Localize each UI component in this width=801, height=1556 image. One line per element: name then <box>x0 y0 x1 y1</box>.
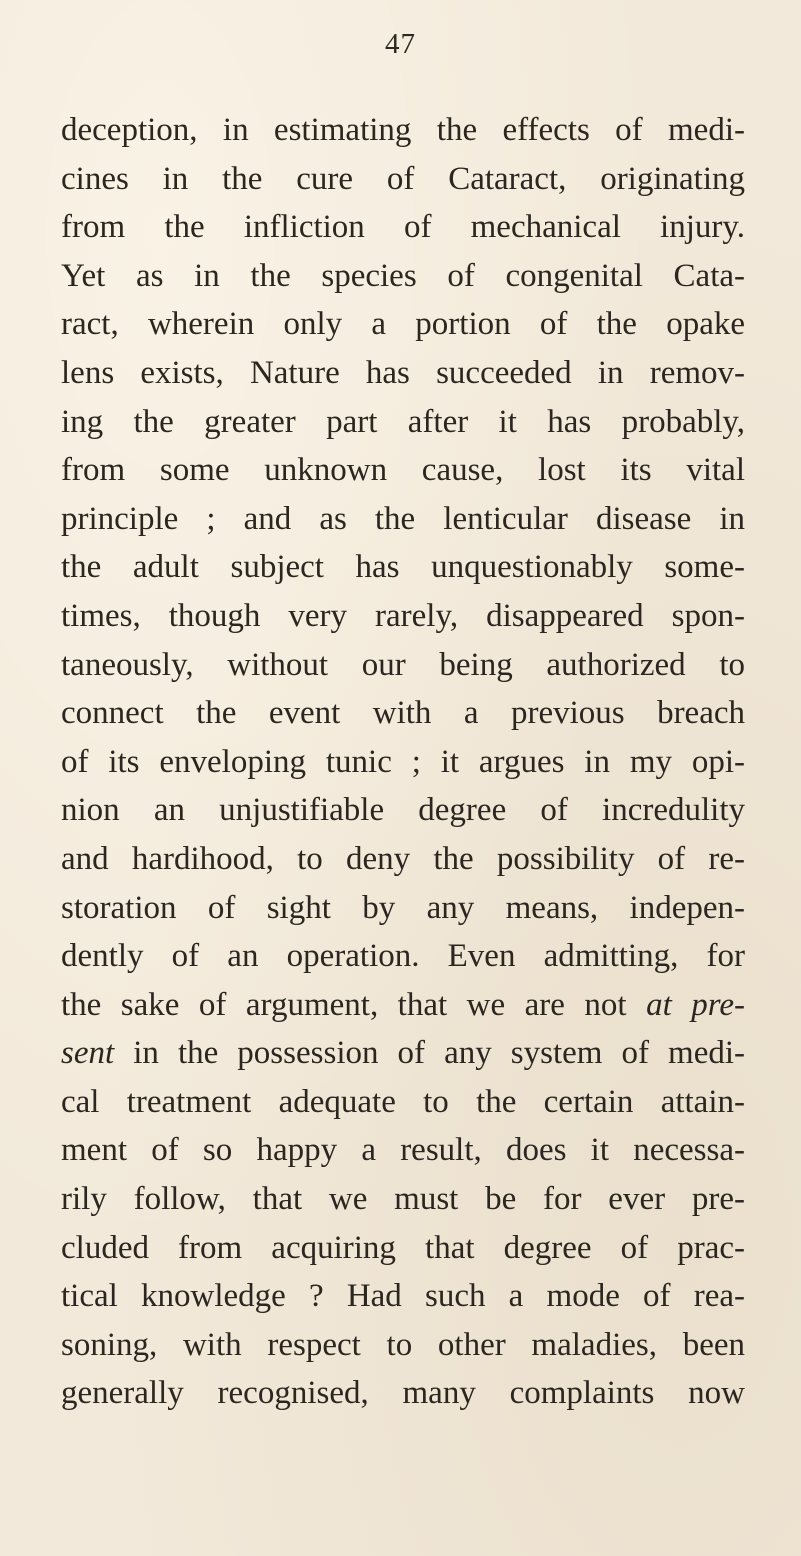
text-line: principle ; and as the lenticular disease in <box>61 500 745 537</box>
text-line: of its enveloping tunic ; it argues in my opi- <box>61 743 745 780</box>
page-number: 47 <box>385 28 416 60</box>
text-line: nion an unjustifiable degree of incredulity <box>61 792 745 829</box>
italic-text: sent <box>61 1035 115 1072</box>
text-line: rily follow, that we must be for ever pre- <box>61 1181 745 1218</box>
text-run: the sake of argument, that we are not <box>61 986 647 1023</box>
text-line: from the infliction of mechanical injury. <box>61 209 745 246</box>
text-line: the adult subject has unquestionably some- <box>61 549 745 586</box>
text-line: and hardihood, to deny the possibility of re- <box>61 840 745 877</box>
text-line: deception, in estimating the effects of medi- <box>61 112 745 148</box>
text-line: from some unknown cause, lost its vital <box>61 452 745 489</box>
text-line: dently of an operation. Even admitting, for <box>61 938 745 975</box>
text-line: cal treatment adequate to the certain attain- <box>61 1083 745 1120</box>
text-line: generally recognised, many complaints now <box>61 1375 745 1412</box>
text-line: soning, with respect to other maladies, been <box>61 1326 745 1363</box>
text-line: lens exists, Nature has succeeded in remov- <box>61 354 745 391</box>
text-line: ract, wherein only a portion of the opake <box>61 306 745 343</box>
text-line: storation of sight by any means, indepen- <box>61 889 745 926</box>
text-line: cluded from acquiring that degree of prac- <box>61 1229 745 1266</box>
text-line: connect the event with a previous breach <box>61 695 745 732</box>
text-line: ing the greater part after it has probably, <box>61 403 745 440</box>
text-line <box>61 981 745 1030</box>
text-line: cines in the cure of Cataract, originating <box>61 160 745 197</box>
text-line: taneously, without our being authorized to <box>61 646 745 683</box>
text-line <box>61 1029 745 1078</box>
text-run: in the possession of any system of medi- <box>114 1035 745 1072</box>
text-line: times, though very rarely, disappeared spon- <box>61 597 745 634</box>
text-line: tical knowledge ? Had such a mode of rea- <box>61 1278 745 1315</box>
body-text <box>61 106 745 1418</box>
italic-text: at pre- <box>646 986 745 1023</box>
text-line: Yet as in the species of congenital Cata- <box>61 257 745 294</box>
text-line: ment of so happy a result, does it necessa- <box>61 1132 745 1169</box>
